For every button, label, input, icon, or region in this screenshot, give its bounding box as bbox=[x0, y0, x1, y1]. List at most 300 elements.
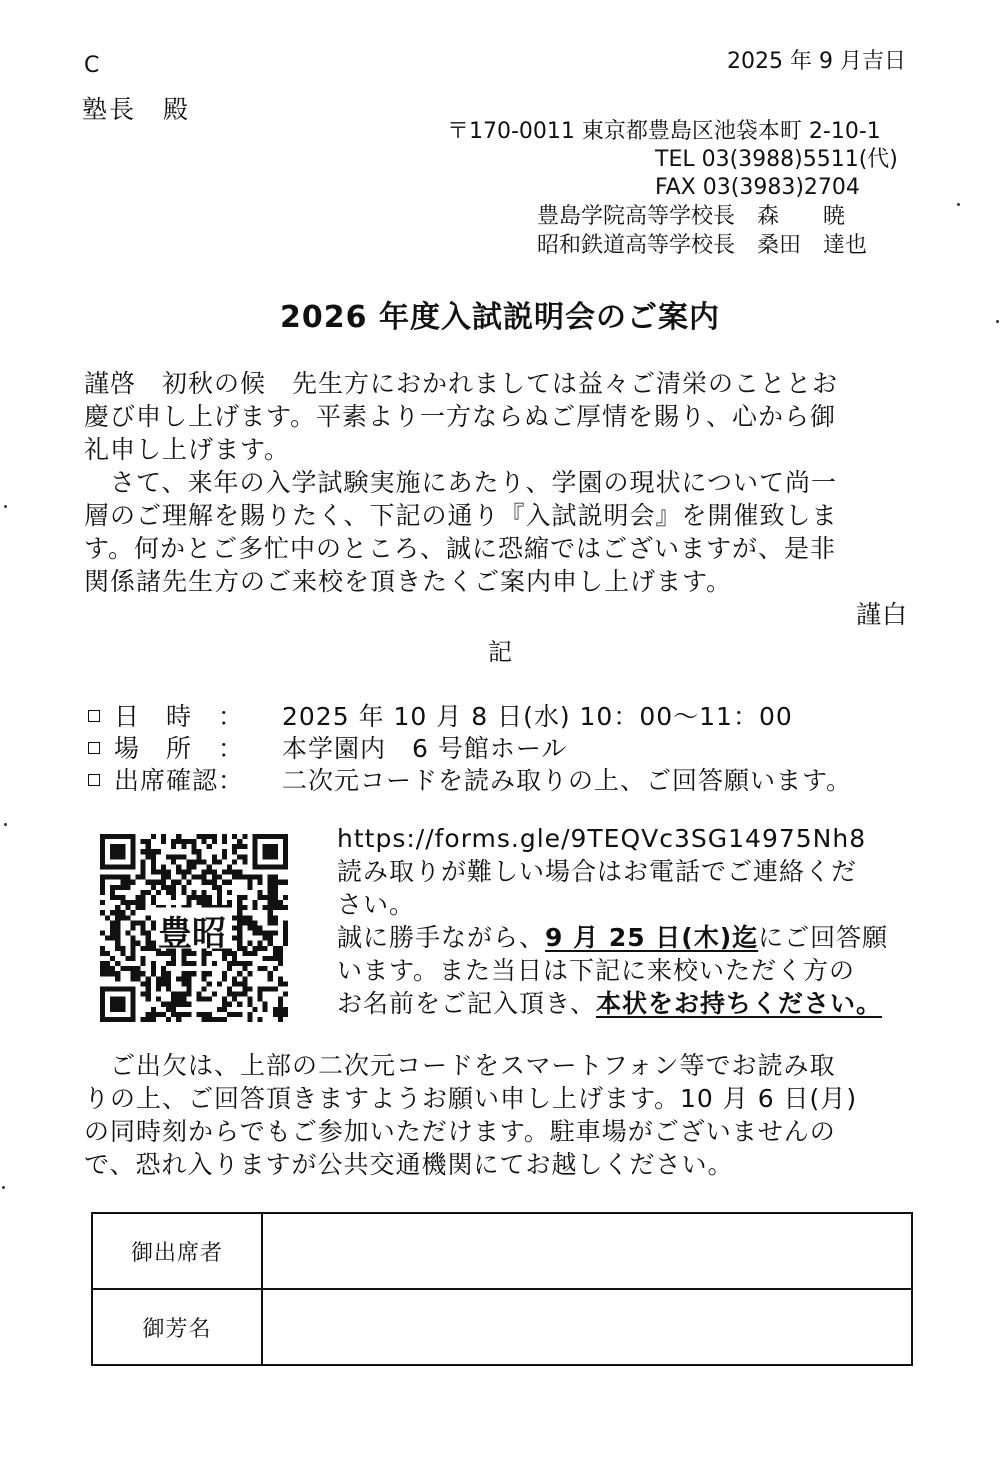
qr-module bbox=[166, 885, 171, 890]
qr-module bbox=[207, 981, 212, 986]
qr-module bbox=[207, 864, 212, 869]
qr-module bbox=[120, 880, 125, 885]
note-line: の同時刻からでもご参加いただけます。駐車場がございませんの bbox=[84, 1117, 836, 1146]
qr-module bbox=[125, 931, 130, 936]
qr-module bbox=[136, 920, 141, 925]
qr-module bbox=[237, 1002, 242, 1007]
qr-module bbox=[186, 880, 191, 885]
qr-module bbox=[176, 1002, 181, 1007]
qr-module bbox=[151, 1007, 156, 1012]
qr-module bbox=[237, 961, 242, 966]
qr-module bbox=[268, 890, 273, 895]
qr-module bbox=[146, 941, 151, 946]
qr-module bbox=[166, 1007, 171, 1012]
qr-module bbox=[242, 875, 247, 880]
qr-module bbox=[141, 870, 146, 875]
qr-module bbox=[181, 1002, 186, 1007]
qr-module bbox=[222, 1017, 227, 1022]
qr-module bbox=[278, 956, 283, 961]
form-line-bring bbox=[337, 987, 888, 1020]
qr-module bbox=[217, 895, 222, 900]
qr-module bbox=[136, 971, 141, 976]
qr-module bbox=[217, 890, 222, 895]
qr-module bbox=[100, 966, 105, 971]
qr-module bbox=[161, 976, 166, 981]
qr-module bbox=[247, 915, 252, 920]
qr-module bbox=[197, 895, 202, 900]
qr-module bbox=[237, 844, 242, 849]
qr-module bbox=[207, 880, 212, 885]
qr-module bbox=[181, 839, 186, 844]
qr-module bbox=[263, 895, 268, 900]
qr-module bbox=[105, 936, 110, 941]
qr-module bbox=[105, 971, 110, 976]
qr-module bbox=[186, 1012, 191, 1017]
qr-module bbox=[278, 905, 283, 910]
qr-module bbox=[146, 992, 151, 997]
qr-module bbox=[125, 915, 130, 920]
qr-module bbox=[115, 946, 120, 951]
qr-module bbox=[273, 890, 278, 895]
qr-code-icon[interactable] bbox=[100, 834, 288, 1022]
bring-letter-notice: 本状をお持ちください。 bbox=[596, 989, 883, 1018]
qr-module bbox=[247, 880, 252, 885]
qr-module bbox=[227, 961, 232, 966]
qr-module bbox=[207, 1012, 212, 1017]
qr-module bbox=[268, 931, 273, 936]
qr-module bbox=[120, 900, 125, 905]
qr-module bbox=[125, 905, 130, 910]
form-text: にご回答願 bbox=[758, 923, 889, 952]
qr-module bbox=[278, 1007, 283, 1012]
recipient: 塾長 殿 bbox=[82, 95, 191, 124]
qr-module bbox=[161, 966, 166, 971]
qr-module bbox=[217, 900, 222, 905]
form-line: います。また当日は下記に来校いただく方の bbox=[337, 956, 856, 985]
qr-module bbox=[120, 915, 125, 920]
qr-module bbox=[232, 870, 237, 875]
qr-module bbox=[100, 931, 105, 936]
qr-module bbox=[207, 844, 212, 849]
qr-module bbox=[100, 885, 105, 890]
qr-module bbox=[176, 839, 181, 844]
qr-module bbox=[278, 1017, 283, 1022]
qr-module bbox=[212, 885, 217, 890]
detail-label: 出席確認： bbox=[114, 766, 245, 795]
qr-module bbox=[217, 875, 222, 880]
qr-module bbox=[186, 870, 191, 875]
qr-module bbox=[252, 875, 257, 880]
form-url-link[interactable]: https://forms.gle/9TEQVc3SG14975Nh8 bbox=[337, 824, 867, 853]
qr-module bbox=[120, 946, 125, 951]
qr-module bbox=[156, 1012, 161, 1017]
qr-module bbox=[268, 895, 273, 900]
qr-module bbox=[176, 870, 181, 875]
qr-module bbox=[283, 931, 288, 936]
qr-module bbox=[110, 895, 115, 900]
qr-module bbox=[161, 880, 166, 885]
qr-module bbox=[125, 875, 130, 880]
scan-speck bbox=[2, 1186, 5, 1189]
qr-module bbox=[136, 976, 141, 981]
qr-module bbox=[212, 875, 217, 880]
qr-module bbox=[273, 915, 278, 920]
qr-module bbox=[202, 870, 207, 875]
qr-module bbox=[115, 961, 120, 966]
form-text: 誠に勝手ながら、 bbox=[337, 923, 546, 952]
qr-module bbox=[283, 895, 288, 900]
qr-module bbox=[242, 992, 247, 997]
qr-module bbox=[258, 941, 263, 946]
closing-kinpaku: 謹白 bbox=[855, 600, 908, 629]
qr-module bbox=[136, 875, 141, 880]
qr-module bbox=[105, 915, 110, 920]
qr-module bbox=[278, 976, 283, 981]
qr-module bbox=[166, 854, 171, 859]
qr-module bbox=[207, 971, 212, 976]
qr-module bbox=[186, 839, 191, 844]
qr-module bbox=[171, 961, 176, 966]
qr-module bbox=[263, 986, 268, 991]
qr-module bbox=[242, 905, 247, 910]
qr-module bbox=[141, 1017, 146, 1022]
name-label: 御芳名 bbox=[92, 1289, 262, 1365]
qr-module bbox=[156, 981, 161, 986]
qr-module bbox=[212, 1017, 217, 1022]
qr-module bbox=[151, 880, 156, 885]
qr-module bbox=[237, 905, 242, 910]
qr-module bbox=[227, 992, 232, 997]
qr-module bbox=[161, 834, 166, 839]
qr-module bbox=[125, 900, 130, 905]
qr-module bbox=[202, 1017, 207, 1022]
qr-module bbox=[263, 956, 268, 961]
qr-module bbox=[161, 981, 166, 986]
qr-module bbox=[181, 956, 186, 961]
qr-module bbox=[146, 1017, 151, 1022]
qr-module bbox=[258, 986, 263, 991]
qr-module bbox=[273, 880, 278, 885]
qr-module bbox=[202, 961, 207, 966]
qr-module bbox=[232, 844, 237, 849]
qr-module bbox=[202, 986, 207, 991]
qr-module bbox=[242, 946, 247, 951]
qr-module bbox=[232, 925, 237, 930]
qr-module bbox=[141, 920, 146, 925]
qr-module bbox=[130, 951, 135, 956]
qr-module bbox=[130, 920, 135, 925]
qr-module bbox=[171, 992, 176, 997]
scan-speck bbox=[957, 203, 960, 206]
qr-module bbox=[146, 981, 151, 986]
form-line: さい。 bbox=[337, 890, 416, 919]
qr-module bbox=[110, 890, 115, 895]
qr-module bbox=[130, 976, 135, 981]
qr-module bbox=[222, 870, 227, 875]
qr-module bbox=[110, 956, 115, 961]
qr-module bbox=[115, 971, 120, 976]
qr-module bbox=[146, 890, 151, 895]
qr-module bbox=[237, 854, 242, 859]
qr-module bbox=[166, 971, 171, 976]
qr-module bbox=[232, 936, 237, 941]
qr-module bbox=[110, 925, 115, 930]
qr-module bbox=[232, 956, 237, 961]
qr-module bbox=[105, 961, 110, 966]
qr-center-label: 豊昭 bbox=[158, 914, 226, 954]
qr-module bbox=[141, 946, 146, 951]
qr-module bbox=[247, 925, 252, 930]
qr-module bbox=[171, 997, 176, 1002]
qr-module bbox=[115, 976, 120, 981]
qr-module bbox=[202, 839, 207, 844]
qr-module bbox=[191, 849, 196, 854]
qr-module bbox=[181, 875, 186, 880]
qr-module bbox=[115, 936, 120, 941]
qr-module bbox=[130, 900, 135, 905]
qr-module bbox=[268, 880, 273, 885]
qr-module bbox=[141, 925, 146, 930]
qr-module bbox=[258, 946, 263, 951]
qr-module bbox=[263, 1007, 268, 1012]
qr-module bbox=[222, 1002, 227, 1007]
attendee-input-cell[interactable] bbox=[262, 1213, 912, 1289]
qr-module bbox=[100, 900, 105, 905]
detail-value: 本学園内 6 号館ホール bbox=[282, 734, 568, 763]
qr-module bbox=[258, 875, 263, 880]
qr-module bbox=[115, 885, 120, 890]
qr-module bbox=[100, 951, 105, 956]
qr-module bbox=[156, 849, 161, 854]
qr-module bbox=[227, 864, 232, 869]
qr-module bbox=[268, 900, 273, 905]
qr-module bbox=[283, 936, 288, 941]
qr-module bbox=[212, 992, 217, 997]
qr-module bbox=[161, 885, 166, 890]
qr-module bbox=[237, 870, 242, 875]
qr-module bbox=[130, 966, 135, 971]
qr-module bbox=[283, 925, 288, 930]
qr-module bbox=[273, 956, 278, 961]
qr-module bbox=[171, 880, 176, 885]
qr-module bbox=[151, 1017, 156, 1022]
attendance-table bbox=[91, 1212, 913, 1366]
qr-module bbox=[212, 839, 217, 844]
qr-module bbox=[120, 885, 125, 890]
qr-module bbox=[273, 920, 278, 925]
qr-module bbox=[278, 946, 283, 951]
qr-module bbox=[222, 834, 227, 839]
qr-module bbox=[202, 859, 207, 864]
qr-module bbox=[222, 976, 227, 981]
qr-module bbox=[222, 956, 227, 961]
qr-module bbox=[283, 1007, 288, 1012]
qr-module bbox=[237, 971, 242, 976]
name-input-cell[interactable] bbox=[262, 1289, 912, 1365]
qr-module bbox=[100, 880, 105, 885]
qr-module bbox=[161, 971, 166, 976]
qr-module bbox=[252, 946, 257, 951]
qr-module bbox=[115, 925, 120, 930]
qr-module bbox=[151, 961, 156, 966]
qr-module bbox=[166, 986, 171, 991]
qr-module bbox=[176, 992, 181, 997]
qr-module bbox=[176, 834, 181, 839]
qr-module bbox=[207, 895, 212, 900]
qr-module bbox=[146, 849, 151, 854]
qr-module bbox=[141, 895, 146, 900]
greeting-line: 慶び申し上げます。平素より一方ならぬご厚情を賜り、心から御 bbox=[84, 402, 837, 431]
qr-module bbox=[247, 885, 252, 890]
qr-module bbox=[247, 997, 252, 1002]
qr-module bbox=[136, 966, 141, 971]
qr-module bbox=[100, 875, 105, 880]
qr-module bbox=[227, 870, 232, 875]
qr-module bbox=[263, 936, 268, 941]
qr-module bbox=[110, 966, 115, 971]
qr-module bbox=[156, 976, 161, 981]
form-text: お名前をご記入頂き、 bbox=[337, 989, 597, 1018]
qr-module bbox=[283, 920, 288, 925]
qr-module bbox=[141, 849, 146, 854]
form-line: 読み取りが難しい場合はお電話でご連絡くだ bbox=[337, 857, 858, 886]
scan-speck bbox=[996, 320, 999, 323]
qr-module bbox=[202, 997, 207, 1002]
qr-module bbox=[242, 976, 247, 981]
qr-module bbox=[151, 854, 156, 859]
qr-module bbox=[171, 1012, 176, 1017]
qr-module bbox=[232, 849, 237, 854]
qr-module bbox=[146, 946, 151, 951]
qr-module bbox=[146, 880, 151, 885]
qr-module bbox=[146, 844, 151, 849]
qr-module bbox=[202, 971, 207, 976]
detail-label: 場 所 ： bbox=[114, 734, 245, 763]
qr-module bbox=[130, 880, 135, 885]
qr-module bbox=[181, 971, 186, 976]
greeting-line: 層のご理解を賜りたく、下記の通り『入試説明会』を開催致しま bbox=[84, 501, 838, 530]
qr-module bbox=[278, 880, 283, 885]
qr-module bbox=[115, 905, 120, 910]
qr-module bbox=[105, 875, 110, 880]
qr-module bbox=[130, 925, 135, 930]
qr-module bbox=[202, 1012, 207, 1017]
qr-module bbox=[217, 859, 222, 864]
qr-module bbox=[242, 961, 247, 966]
qr-module bbox=[100, 890, 105, 895]
qr-module bbox=[181, 981, 186, 986]
qr-module bbox=[242, 920, 247, 925]
qr-module bbox=[258, 992, 263, 997]
qr-module bbox=[115, 920, 120, 925]
qr-module bbox=[197, 854, 202, 859]
qr-module bbox=[202, 900, 207, 905]
qr-module bbox=[151, 971, 156, 976]
qr-module bbox=[120, 895, 125, 900]
qr-module bbox=[217, 981, 222, 986]
qr-module bbox=[237, 920, 242, 925]
qr-module bbox=[130, 910, 135, 915]
qr-module bbox=[268, 905, 273, 910]
qr-module bbox=[136, 895, 141, 900]
qr-module bbox=[146, 936, 151, 941]
qr-module bbox=[151, 885, 156, 890]
qr-module bbox=[217, 1017, 222, 1022]
qr-module bbox=[258, 1017, 263, 1022]
qr-module bbox=[176, 976, 181, 981]
qr-module bbox=[283, 880, 288, 885]
qr-module bbox=[186, 976, 191, 981]
qr-module bbox=[181, 885, 186, 890]
qr-module bbox=[130, 941, 135, 946]
qr-module bbox=[268, 910, 273, 915]
qr-module bbox=[222, 854, 227, 859]
qr-module bbox=[161, 864, 166, 869]
qr-module bbox=[242, 951, 247, 956]
qr-module bbox=[283, 941, 288, 946]
qr-module bbox=[247, 1017, 252, 1022]
qr-module bbox=[258, 931, 263, 936]
qr-module bbox=[247, 941, 252, 946]
qr-module bbox=[247, 920, 252, 925]
qr-module bbox=[237, 839, 242, 844]
qr-module bbox=[151, 864, 156, 869]
qr-module bbox=[115, 875, 120, 880]
qr-module bbox=[156, 870, 161, 875]
qr-module bbox=[247, 986, 252, 991]
qr-module bbox=[252, 1007, 257, 1012]
qr-module bbox=[110, 920, 115, 925]
qr-module bbox=[212, 880, 217, 885]
qr-module bbox=[191, 864, 196, 869]
qr-module bbox=[263, 966, 268, 971]
qr-module bbox=[227, 966, 232, 971]
qr-module bbox=[268, 920, 273, 925]
qr-module bbox=[186, 859, 191, 864]
qr-module bbox=[273, 885, 278, 890]
qr-module bbox=[115, 910, 120, 915]
qr-module bbox=[186, 971, 191, 976]
qr-module bbox=[181, 1012, 186, 1017]
qr-module bbox=[176, 1017, 181, 1022]
qr-module bbox=[237, 910, 242, 915]
greeting-line: 謹啓 初秋の候 先生方におかれましては益々ご清栄のこととお bbox=[84, 369, 839, 398]
qr-module bbox=[227, 951, 232, 956]
ki-heading: 記 bbox=[488, 638, 512, 666]
qr-module bbox=[222, 1007, 227, 1012]
qr-module bbox=[130, 971, 135, 976]
qr-module bbox=[247, 875, 252, 880]
qr-module bbox=[278, 981, 283, 986]
qr-module bbox=[237, 1012, 242, 1017]
qr-module bbox=[125, 880, 130, 885]
qr-module bbox=[268, 885, 273, 890]
qr-module bbox=[212, 870, 217, 875]
qr-module bbox=[151, 966, 156, 971]
sender-tel: TEL 03(3988)5511(代) bbox=[655, 147, 898, 172]
qr-module bbox=[146, 931, 151, 936]
qr-module bbox=[278, 1012, 283, 1017]
qr-module bbox=[176, 864, 181, 869]
qr-module bbox=[146, 976, 151, 981]
greeting-line: さて、来年の入学試験実施にあたり、学園の現状について尚一 bbox=[84, 468, 838, 497]
qr-module bbox=[151, 849, 156, 854]
qr-module bbox=[232, 976, 237, 981]
qr-module bbox=[237, 915, 242, 920]
qr-module bbox=[278, 900, 283, 905]
qr-module bbox=[212, 834, 217, 839]
qr-module bbox=[110, 931, 115, 936]
